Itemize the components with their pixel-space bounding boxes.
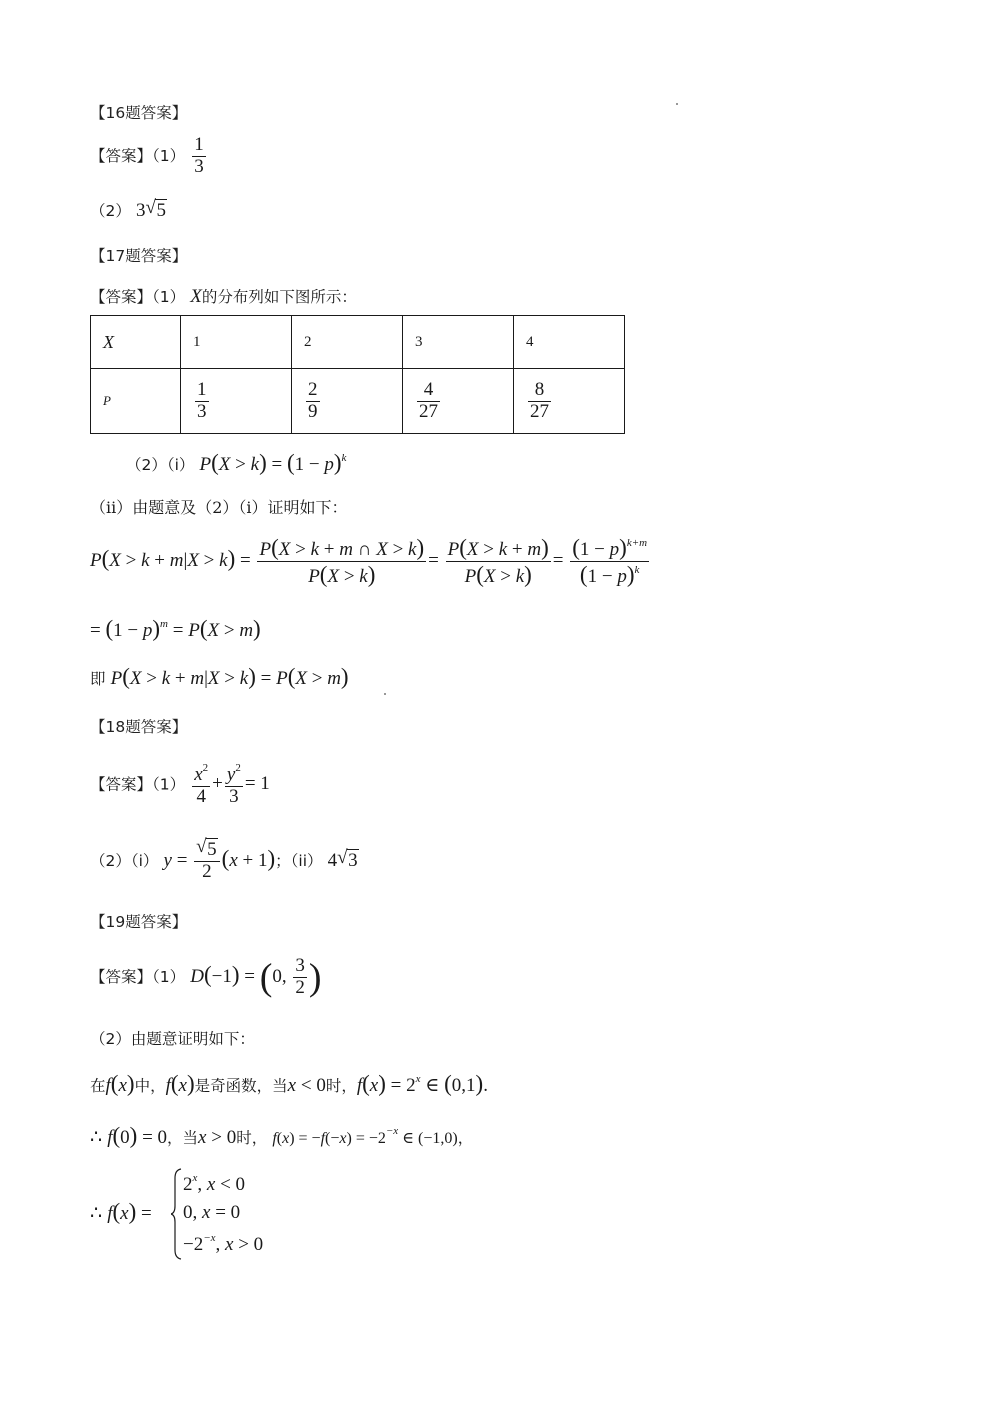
- part-label: （2）（i）: [126, 456, 195, 474]
- q17-heading: 【17题答案】: [90, 247, 188, 265]
- table-cell: [292, 369, 403, 434]
- q18-heading: 【18题答案】: [90, 718, 188, 736]
- q17-conclusion-line: [90, 663, 349, 691]
- stray-dot: [676, 103, 678, 105]
- fraction: $\frac{(1 - p)^{k+m}}{(1 - p)^k}$: [572, 535, 648, 587]
- fraction: $\frac{2}{9}$: [308, 378, 318, 422]
- formula: P(X > k + m|X > k) = P(X > m): [110, 664, 349, 689]
- table-cell: X: [91, 316, 181, 369]
- variable-x: X: [190, 286, 202, 307]
- table-cell: P: [91, 369, 181, 434]
- part-label: （1）: [152, 775, 186, 794]
- stray-dot: [384, 693, 386, 695]
- q18-part2-line: [90, 836, 359, 883]
- piecewise-case-2: 0, x = 0: [183, 1202, 241, 1223]
- q16-part1-line: [90, 135, 208, 178]
- answer-label: 【答案】: [90, 775, 153, 794]
- fraction: $\frac{1}{3}$: [194, 134, 204, 177]
- coefficient: 4: [327, 849, 338, 871]
- conditional-probability-formula: P(X > k + m|X > k) = $\frac{P(X > k + m \cap X > k)}{P(X > k)}$ = $\frac{P(X > k + m)}{P(X > k)}$ = $\frac{(1 - p)^{k+m}}{(1 - p)^k}$: [90, 535, 648, 587]
- table-cell: [181, 369, 292, 434]
- q19-odd-function-line: 在f(x)中，f(x)是奇函数，当x < 0时，$f(x) = 2^x$ ∈ (0,1).: [90, 1071, 488, 1096]
- formula: D(−1) = (0, $\frac{3}{2}$ ): [190, 955, 322, 999]
- part-label: （1）: [152, 288, 186, 306]
- piecewise-brace: [171, 1168, 183, 1260]
- sqrt-expression: √ 3: [337, 846, 358, 871]
- conclusion-prefix: 即: [90, 670, 106, 688]
- table-cell: [403, 369, 514, 434]
- q19-part1-line: [90, 956, 322, 999]
- part-label: （1）: [152, 967, 186, 986]
- table-cell: [514, 369, 625, 434]
- fraction: $\frac{1}{3}$: [197, 378, 207, 422]
- q16-part2-line: [90, 197, 167, 223]
- ellipse-equation: $\frac{x^2}{4}$ + $\frac{y^2}{3}$ = 1: [194, 762, 270, 807]
- table-cell: 2: [292, 316, 403, 369]
- table-row: [91, 316, 625, 369]
- answer-label: 【答案】: [90, 967, 153, 986]
- fraction: $\frac{P(X > k + m)}{P(X > k)}$: [447, 535, 549, 587]
- part-label: （2）: [90, 202, 131, 220]
- part-separator: ；（ii）: [275, 851, 323, 870]
- answer-label: 【答案】: [90, 288, 153, 306]
- line-equation: y = √ 5 2 (x + 1): [163, 836, 276, 882]
- q19-piecewise-label: ∴ f(x) =: [90, 1199, 152, 1224]
- q16-heading: 【16题答案】: [90, 104, 188, 122]
- q19-f-zero-line: ∴ f(0) = 0，当x > 0时， $f(x) = -f(-x) = -2^{-x}$ ∈ (−1,0)，: [90, 1123, 474, 1148]
- coefficient: 3: [135, 200, 146, 221]
- part1-text: 的分布列如下图所示：: [201, 288, 357, 306]
- piecewise-case-1: 2$^x$, x < 0: [183, 1172, 246, 1195]
- table-cell: 4: [514, 316, 625, 369]
- part-label: （2）（i）: [90, 851, 159, 870]
- fraction: $\frac{P(X > k + m \cap X > k)}{P(X > k)}$: [259, 535, 425, 587]
- piecewise-case-3: $-2^{-x}$, x > 0: [183, 1232, 264, 1255]
- table-cell: 3: [403, 316, 514, 369]
- q19-heading: 【19题答案】: [90, 913, 188, 931]
- table-row: [91, 369, 625, 434]
- sqrt-expression: √ 5: [145, 197, 166, 221]
- part-label: （1）: [152, 146, 186, 165]
- q17-part1-line: [90, 286, 357, 309]
- q17-part2i-line: [126, 449, 346, 477]
- fraction: $\frac{4}{27}$: [419, 378, 438, 422]
- fraction: $\frac{8}{27}$: [530, 378, 549, 422]
- q19-part2-text: （2）由题意证明如下：: [90, 1030, 255, 1048]
- distribution-table: [90, 315, 625, 434]
- q18-part1-line: [90, 762, 270, 808]
- probability-result-formula: = $(1 - p)^m = P(X > m)$: [90, 616, 261, 641]
- table-cell: 1: [181, 316, 292, 369]
- formula: $P(X > k) = (1 - p)^k$: [199, 450, 347, 475]
- answer-label: 【答案】: [90, 146, 153, 165]
- q17-part2ii-text: （ii）由题意及（2）（i）证明如下：: [90, 498, 348, 517]
